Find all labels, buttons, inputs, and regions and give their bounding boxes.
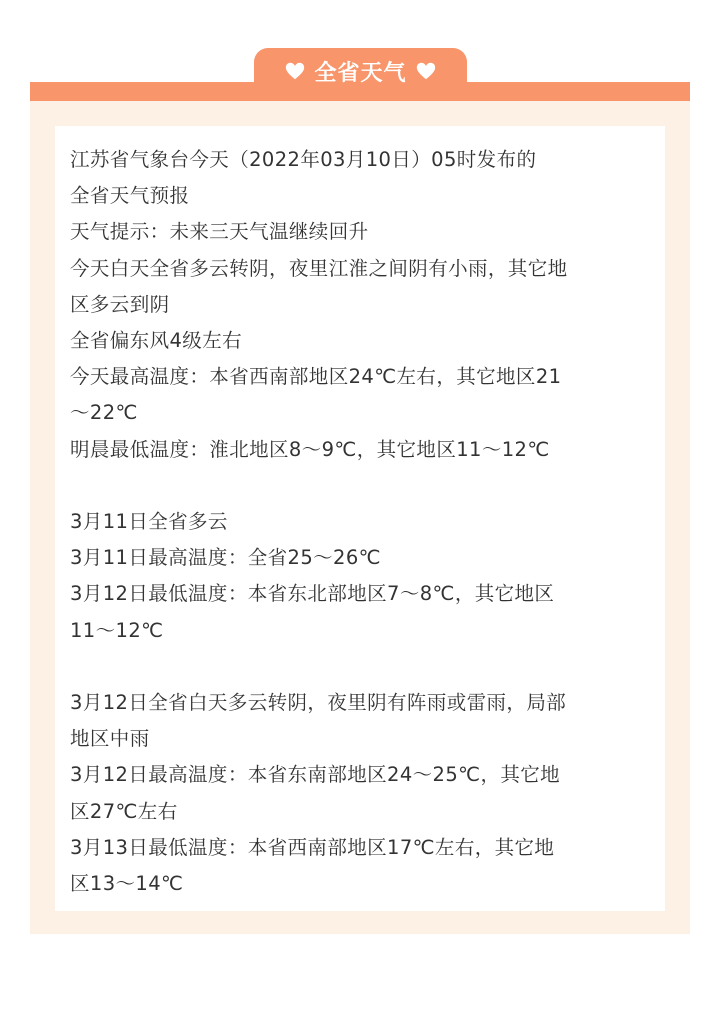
forecast-line: 区13～14℃ (70, 872, 184, 896)
forecast-line: 全省天气预报 (70, 184, 190, 208)
forecast-line: 区多云到阴 (70, 292, 170, 316)
paragraph-gap (70, 649, 660, 685)
section-title: 全省天气 (314, 60, 407, 86)
forecast-line: 3月11日全省多云 (70, 510, 228, 534)
forecast-line: 3月11日最高温度：全省25～26℃ (70, 546, 381, 570)
forecast-line: 明晨最低温度：淮北地区8～9℃，其它地区11～12℃ (70, 437, 550, 461)
forecast-line: 区27℃左右 (70, 799, 178, 823)
forecast-line: 今天最高温度：本省西南部地区24℃左右，其它地区21 (70, 365, 562, 389)
forecast-line: 天气提示：未来三天气温继续回升 (70, 220, 369, 244)
forecast-line: 3月12日全省白天多云转阴，夜里阴有阵雨或雷雨，局部 (70, 691, 567, 715)
forecast-line: 全省偏东风4级左右 (70, 329, 243, 353)
paragraph-gap (70, 468, 660, 504)
heart-icon (284, 60, 306, 82)
forecast-text (70, 142, 660, 902)
heart-icon (415, 60, 437, 82)
section-title-tab (254, 48, 467, 94)
forecast-line: 3月12日最高温度：本省东南部地区24～25℃，其它地 (70, 763, 561, 787)
forecast-line: 今天白天全省多云转阴，夜里江淮之间阴有小雨，其它地 (70, 256, 568, 280)
forecast-line: 江苏省气象台今天（2022年03月10日）05时发布的 (70, 148, 537, 171)
forecast-line: ～22℃ (70, 401, 138, 425)
forecast-line: 11～12℃ (70, 618, 164, 642)
forecast-line: 3月13日最低温度：本省西南部地区17℃左右，其它地 (70, 835, 555, 859)
forecast-line: 3月12日最低温度：本省东北部地区7～8℃，其它地区 (70, 582, 555, 606)
forecast-line: 地区中雨 (70, 727, 150, 751)
